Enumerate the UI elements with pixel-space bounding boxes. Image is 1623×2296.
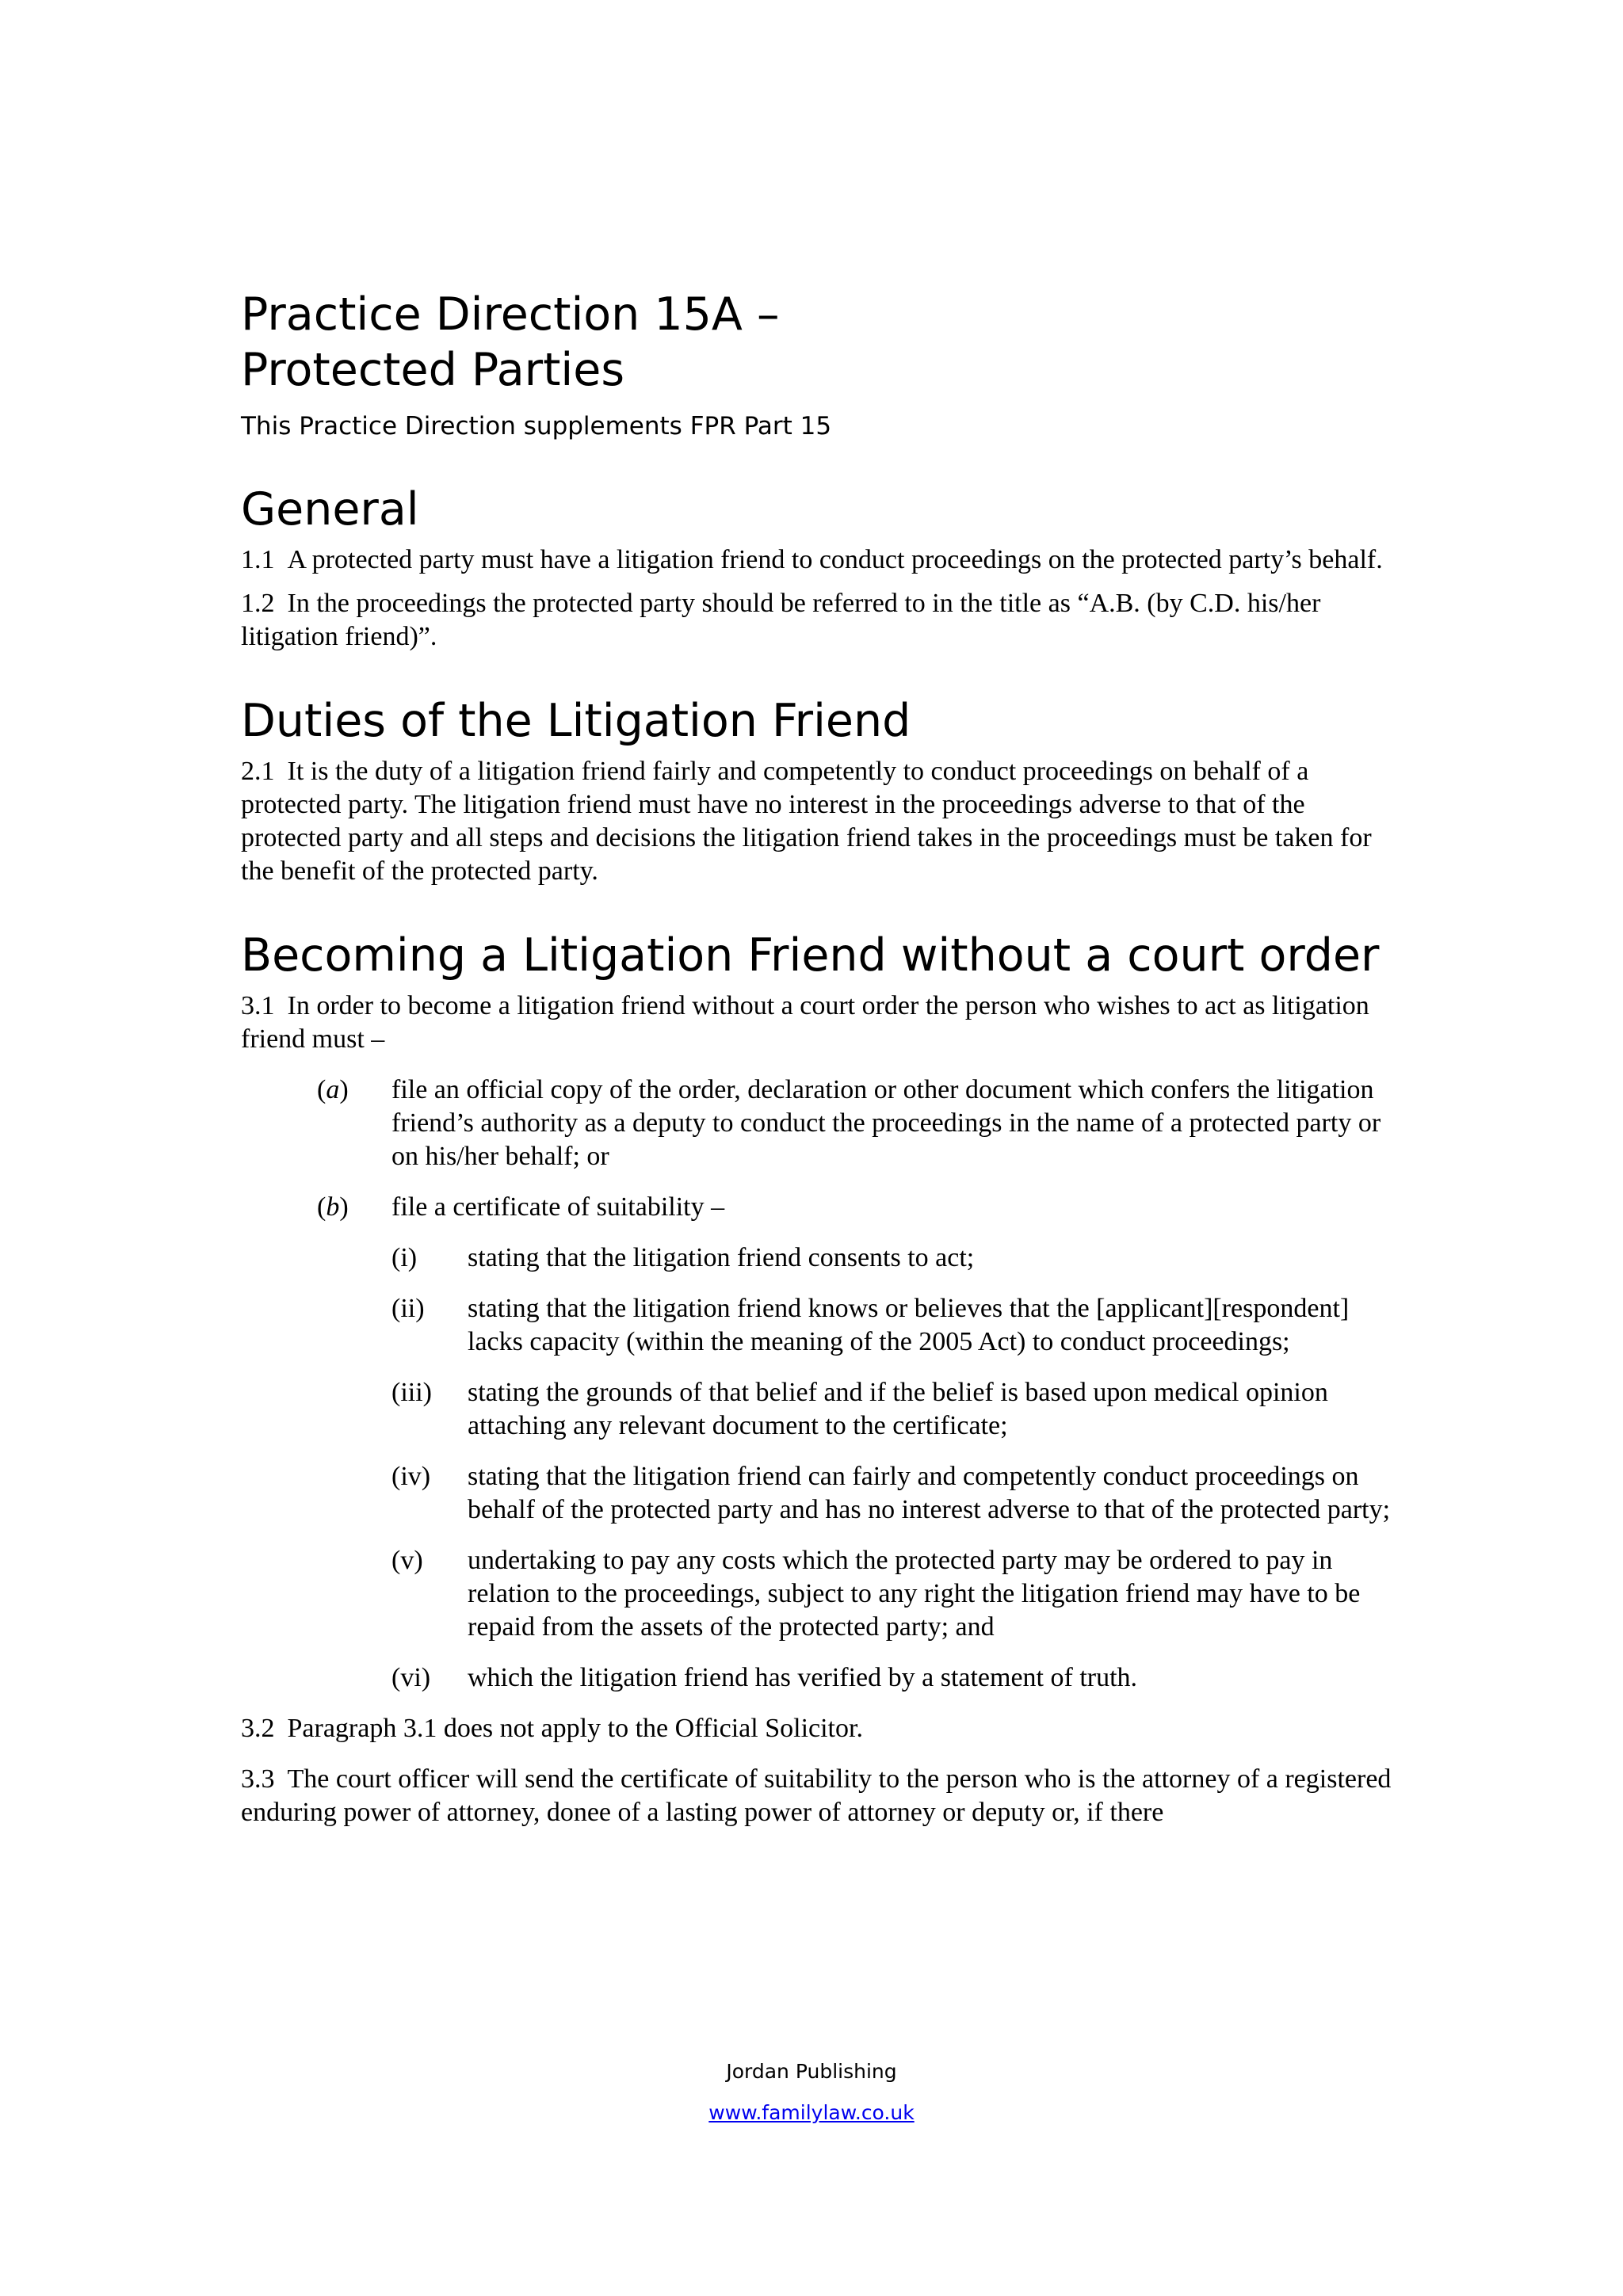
paragraph-text: It is the duty of a litigation friend fairly and competently to conduct proceedings on behalf of a protected party. The litigation friend must have no interest in the proceedings adverse to that of the protected party and all steps and decisions the litigation friend takes in the proceedings must be taken for the benefit of the protected party. — [241, 757, 1372, 886]
list-marker: (v) — [391, 1546, 423, 1575]
list-marker: (ii) — [391, 1294, 425, 1323]
paragraph-number: 3.3 — [241, 1764, 275, 1794]
list-marker: (vi) — [391, 1663, 431, 1692]
paragraph-text: In order to become a litigation friend without a court order the person who wishes to act as litigation friend must – — [241, 991, 1369, 1054]
sub-item-i — [241, 1241, 1406, 1275]
page-subtitle: This Practice Direction supplements FPR Part 15 — [241, 412, 832, 441]
title-line-2: Protected Parties — [241, 344, 625, 396]
list-marker: (a) — [317, 1075, 349, 1104]
sub-item-iv — [241, 1460, 1406, 1527]
list-item-text: file a certificate of suitability – — [391, 1192, 725, 1222]
document-body — [241, 287, 1406, 1829]
paragraph-text: Paragraph 3.1 does not apply to the Official Solicitor. — [287, 1714, 863, 1743]
heading-duties: Duties of the Litigation Friend — [241, 695, 911, 747]
list-marker: (i) — [391, 1243, 418, 1272]
heading-becoming-litigation-friend: Becoming a Litigation Friend without a court order — [241, 929, 1380, 982]
paragraph-text: A protected party must have a litigation friend to conduct proceedings on the protected party’s behalf. — [287, 545, 1383, 574]
list-marker: (iv) — [391, 1462, 431, 1491]
paragraph-1-2 — [241, 587, 1406, 654]
paragraph-2-1 — [241, 755, 1406, 888]
sub-item-iii — [241, 1376, 1406, 1443]
list-item-text: stating the grounds of that belief and if the belief is based upon medical opinion attaching any relevant document to the certificate; — [468, 1378, 1328, 1440]
paragraph-number: 3.2 — [241, 1714, 275, 1743]
footer-website-link[interactable]: www.familylaw.co.uk — [708, 2101, 915, 2124]
sub-item-vi — [241, 1661, 1406, 1695]
list-item-text: stating that the litigation friend knows or believes that the [applicant][respondent] lacks capacity (within the meaning of the 2005 Act) to conduct proceedings; — [468, 1294, 1350, 1356]
paragraph-number: 1.2 — [241, 589, 275, 618]
paragraph-1-1 — [241, 543, 1406, 577]
sub-item-v — [241, 1544, 1406, 1644]
list-item-text: undertaking to pay any costs which the protected party may be ordered to pay in relation to the proceedings, subject to any right the litigation friend may have to be repaid from the assets of the protected party; and — [468, 1546, 1361, 1642]
list-item-text: stating that the litigation friend consents to act; — [468, 1243, 975, 1272]
paragraph-text: In the proceedings the protected party should be referred to in the title as “A.B. (by C.D. his/her litigation friend)”. — [241, 589, 1321, 651]
paragraph-text: The court officer will send the certificate of suitability to the person who is the attorney of a registered enduring power of attorney, donee of a lasting power of attorney or deputy or, if there — [241, 1764, 1392, 1827]
list-item-text: stating that the litigation friend can fairly and competently conduct proceedings on behalf of the protected party and has no interest adverse to that of the protected party; — [468, 1462, 1391, 1524]
list-marker: (iii) — [391, 1378, 432, 1407]
heading-general: General — [241, 483, 419, 536]
page-title — [241, 287, 1406, 398]
paragraph-number: 1.1 — [241, 545, 275, 574]
paragraph-3-3 — [241, 1763, 1406, 1829]
paragraph-3-2 — [241, 1712, 1406, 1745]
paragraph-number: 2.1 — [241, 757, 275, 786]
list-item-b — [241, 1191, 1406, 1224]
paragraph-number: 3.1 — [241, 991, 275, 1020]
list-item-a — [241, 1074, 1406, 1173]
paragraph-3-1 — [241, 990, 1406, 1056]
title-line-1: Practice Direction 15A – — [241, 288, 780, 341]
list-marker: (b) — [317, 1192, 349, 1222]
list-item-text: file an official copy of the order, declaration or other document which confers the litigation friend’s authority as a deputy to conduct the proceedings in the name of a protected party or on his/her behalf; or — [391, 1075, 1381, 1171]
footer-publisher: Jordan Publishing — [726, 2060, 897, 2083]
footer-url-container — [0, 2101, 1623, 2124]
list-item-text: which the litigation friend has verified by a statement of truth. — [468, 1663, 1138, 1692]
sub-item-ii — [241, 1292, 1406, 1359]
